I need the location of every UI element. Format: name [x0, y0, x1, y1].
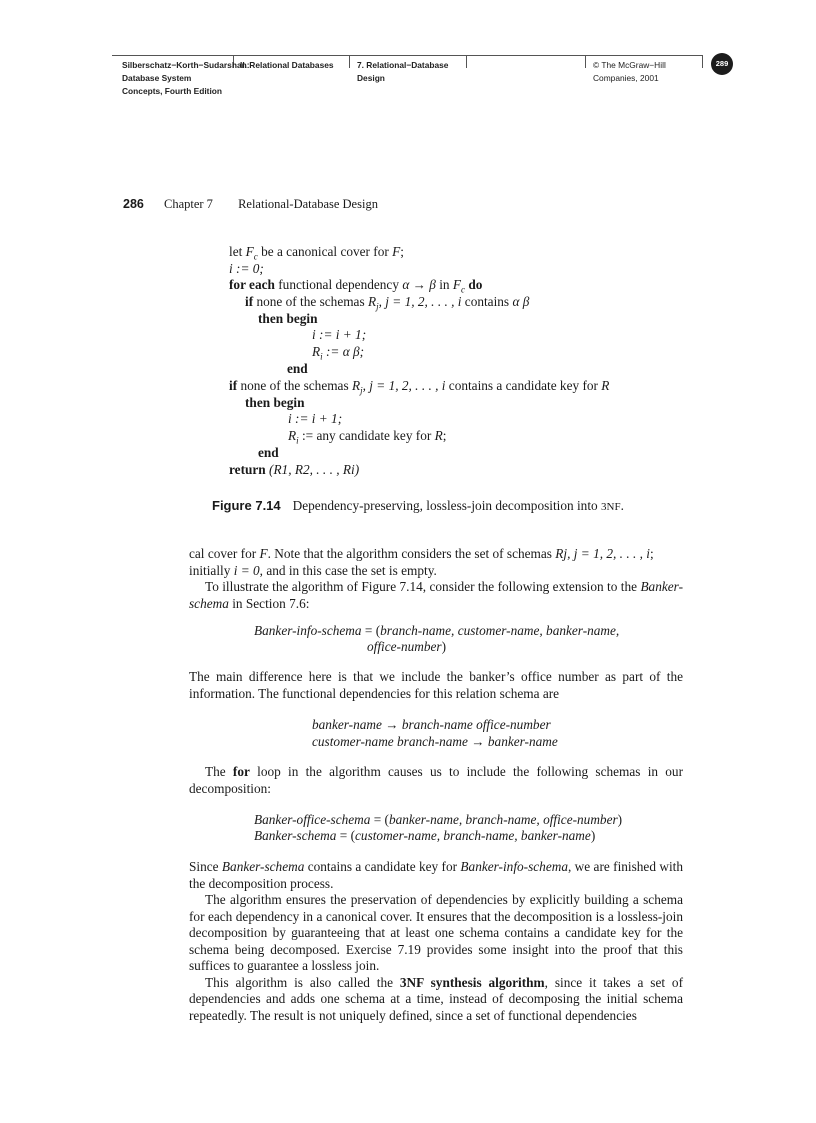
- display-schema-1: Banker-office-schema = (banker-name, branch-name, office-number): [254, 812, 623, 827]
- header-copyright: © The McGraw−Hill Companies, 2001: [593, 60, 666, 83]
- paragraph-illustrate: To illustrate the algorithm of Figure 7.14, consider the following extension to the Banker-schema in Section 7.6:: [189, 579, 683, 611]
- header-part: II. Relational Databases: [240, 60, 334, 70]
- paragraph-main-difference: The main difference here is that we include the banker’s office number as part of the information. The functional dependencies for this relation schema are: [189, 669, 683, 701]
- algorithm-line-3: for each functional dependency α → β in $F_c$ do: [229, 277, 483, 295]
- header-divider: [585, 55, 586, 68]
- algorithm-line-1: let $F_c$ be a canonical cover for F;: [229, 244, 404, 262]
- header-divider: [702, 55, 703, 68]
- algorithm-line-6: i := i + 1;: [312, 327, 367, 342]
- algorithm-line-7: $R_i$ := α β;: [312, 344, 365, 362]
- paragraph-continuation: cal cover for F. Note that the algorithm considers the set of schemas Rj, j = 1, 2, . . . , i; initially i = 0, and in this case the set is empty. To illustrate the algorithm of Figure 7.14, consider the following extension to the Banker-schema in Section 7.6:: [189, 546, 683, 611]
- header-chapter: 7. Relational−Database Design: [357, 60, 449, 83]
- algorithm-line-12: $R_i$ := any candidate key for R;: [288, 428, 447, 446]
- algorithm-line-9: if none of the schemas $R_j$, j = 1, 2, . . . , i contains a candidate key for R: [229, 378, 610, 396]
- header-rule: [112, 55, 702, 56]
- algorithm-line-2: i := 0;: [229, 261, 264, 276]
- chapter-label: Chapter 7: [163, 197, 213, 211]
- display-banker-info-schema: Banker-info-schema = (branch-name, customer-name, banker-name,: [254, 623, 620, 638]
- algorithm-line-8: end: [287, 361, 308, 376]
- figure-caption: Figure 7.14 Dependency-preserving, lossless-join decomposition into 3NF.: [212, 498, 624, 513]
- figure-label: Figure 7.14: [212, 498, 281, 513]
- algorithm-line-13: end: [258, 445, 279, 460]
- display-fd-2: customer-name branch-name → banker-name: [312, 734, 558, 749]
- running-head: [123, 197, 378, 212]
- paragraph-synthesis: This algorithm is also called the 3NF synthesis algorithm, since it takes a set of dependencies and adds one schema at a time, instead of decomposing the initial schema repeatedly. The result is not uniquely defined, since a set of functional dependencies: [189, 974, 683, 1023]
- algorithm-line-10: then begin: [245, 395, 305, 410]
- paragraph-since: Since Banker-schema contains a candidate key for Banker-info-schema, we are finished with the decomposition process. The algorithm ensures the preservation of dependencies by explicitly building a schema for each dependency in a canonical cover. It ensures that the decomposition is a lossless-join decomposition by guaranteeing that at least one schema contains a candidate key for the schema being decomposed. Exercise 7.19 provides some insight into the proof that this suffices to guarantee a lossless join. This algorithm is also called the 3NF synthesis algorithm, since it takes a set of dependencies and adds one schema at a time, instead of decomposing the initial schema repeatedly. The result is not uniquely defined, since a set of functional dependencies: [189, 859, 683, 1023]
- header-divider: [349, 55, 350, 68]
- page-number-badge: 289: [711, 53, 733, 75]
- algorithm-line-14: return (R1, R2, . . . , Ri): [229, 462, 360, 477]
- display-fd-1: banker-name → branch-name office-number: [312, 717, 551, 732]
- algorithm-line-11: i := i + 1;: [288, 411, 343, 426]
- display-schema-2: Banker-schema = (customer-name, branch-name, banker-name): [254, 828, 596, 843]
- header-authors: Silberschatz−Korth−Sudarshan: Database System Concepts, Fourth Edition: [122, 60, 250, 96]
- algorithm-line-4: if none of the schemas $R_j$, j = 1, 2, . . . , i contains α β: [245, 294, 530, 312]
- header-divider: [466, 55, 467, 68]
- algorithm-line-5: then begin: [258, 311, 318, 326]
- display-banker-info-schema-cont: office-number): [367, 639, 447, 654]
- paragraph-for-loop: The for loop in the algorithm causes us to include the following schemas in our decomposition:: [189, 764, 684, 796]
- paragraph-algorithm-ensures: The algorithm ensures the preservation of dependencies by explicitly building a schema for each dependency in a canonical cover. It ensures that the decomposition is a lossless-join decomposition by guaranteeing that at least one schema contains a candidate key for the schema being decomposed. Exercise 7.19 provides some insight into the proof that this suffices to guarantee a lossless join.: [189, 892, 683, 973]
- chapter-title: Relational-Database Design: [238, 197, 378, 211]
- page-number: 286: [123, 197, 144, 211]
